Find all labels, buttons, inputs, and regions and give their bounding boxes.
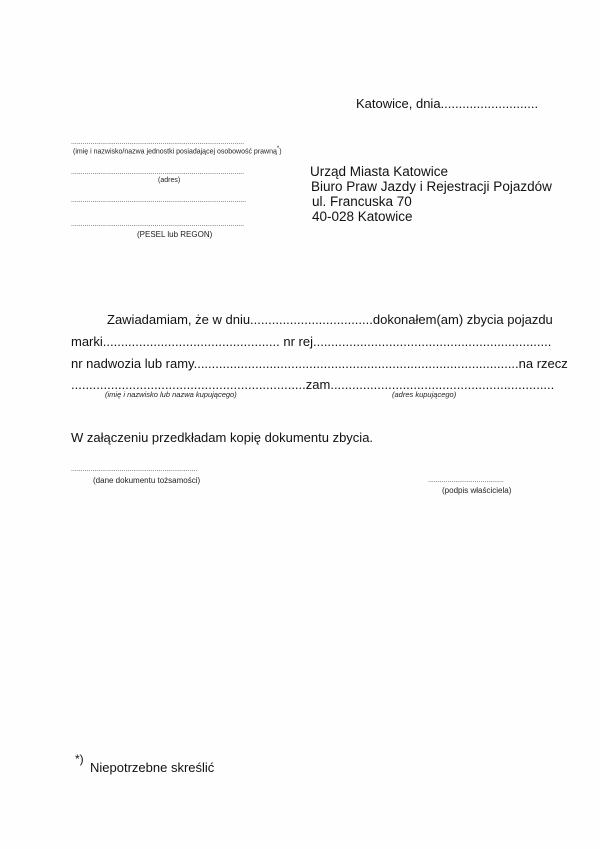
recipient-line-4: 40-028 Katowice (312, 209, 413, 224)
sender-address-caption: (adres) (158, 177, 181, 184)
sender-name-caption-text: (imię i nazwisko/nazwa jednostki posiadającej osobowość prawną (73, 148, 277, 156)
notice-line-vin: nr nadwozia lub ramy..........................................................................................na rzecz (71, 356, 568, 371)
identity-document-field[interactable]: ................................................................. (71, 466, 198, 473)
notice-line-make-registration: marki................................................. nr rej.................................................................. (71, 334, 552, 349)
sender-address-field[interactable]: ......................................................................................... (71, 169, 245, 176)
identity-document-caption: (dane dokumentu tożsamości) (93, 476, 201, 485)
caption-close: ) (279, 148, 282, 156)
footnote-text: Niepotrzebne skreślić (90, 760, 215, 775)
owner-signature-caption: (podpis właściciela) (442, 486, 512, 495)
sender-id-caption: (PESEL lub REGON) (137, 230, 213, 239)
attachment-statement: W załączeniu przedkładam kopię dokumentu zbycia. (71, 430, 374, 445)
footnote-ref: * (276, 146, 280, 152)
buyer-address-caption: (adres kupującego) (392, 390, 457, 399)
recipient-line-2: Biuro Praw Jazdy i Rejestracji Pojazdów (311, 179, 552, 194)
sender-name-caption (73, 146, 282, 155)
recipient-line-3: ul. Francuska 70 (312, 194, 412, 209)
notice-line-buyer: .................................................................zam.............................................................. (71, 377, 555, 392)
sender-id-field[interactable]: ......................................................................................... (71, 221, 245, 228)
recipient-line-1: Urząd Miasta Katowice (310, 164, 449, 179)
sender-address-field-2[interactable]: .......................................................................................... (71, 197, 247, 204)
notice-line-date: Zawiadamiam, że w dniu..................................dokonałem(am) zbycia pojazdu (107, 312, 553, 327)
sender-name-field[interactable]: ......................................................................................... (71, 139, 245, 146)
owner-signature-field[interactable]: ....................................... (428, 477, 504, 484)
place-and-date: Katowice, dnia........................... (356, 96, 539, 111)
footnote-mark: *) (75, 752, 84, 766)
buyer-name-caption: (imię i nazwisko lub nazwa kupującego) (105, 390, 237, 399)
